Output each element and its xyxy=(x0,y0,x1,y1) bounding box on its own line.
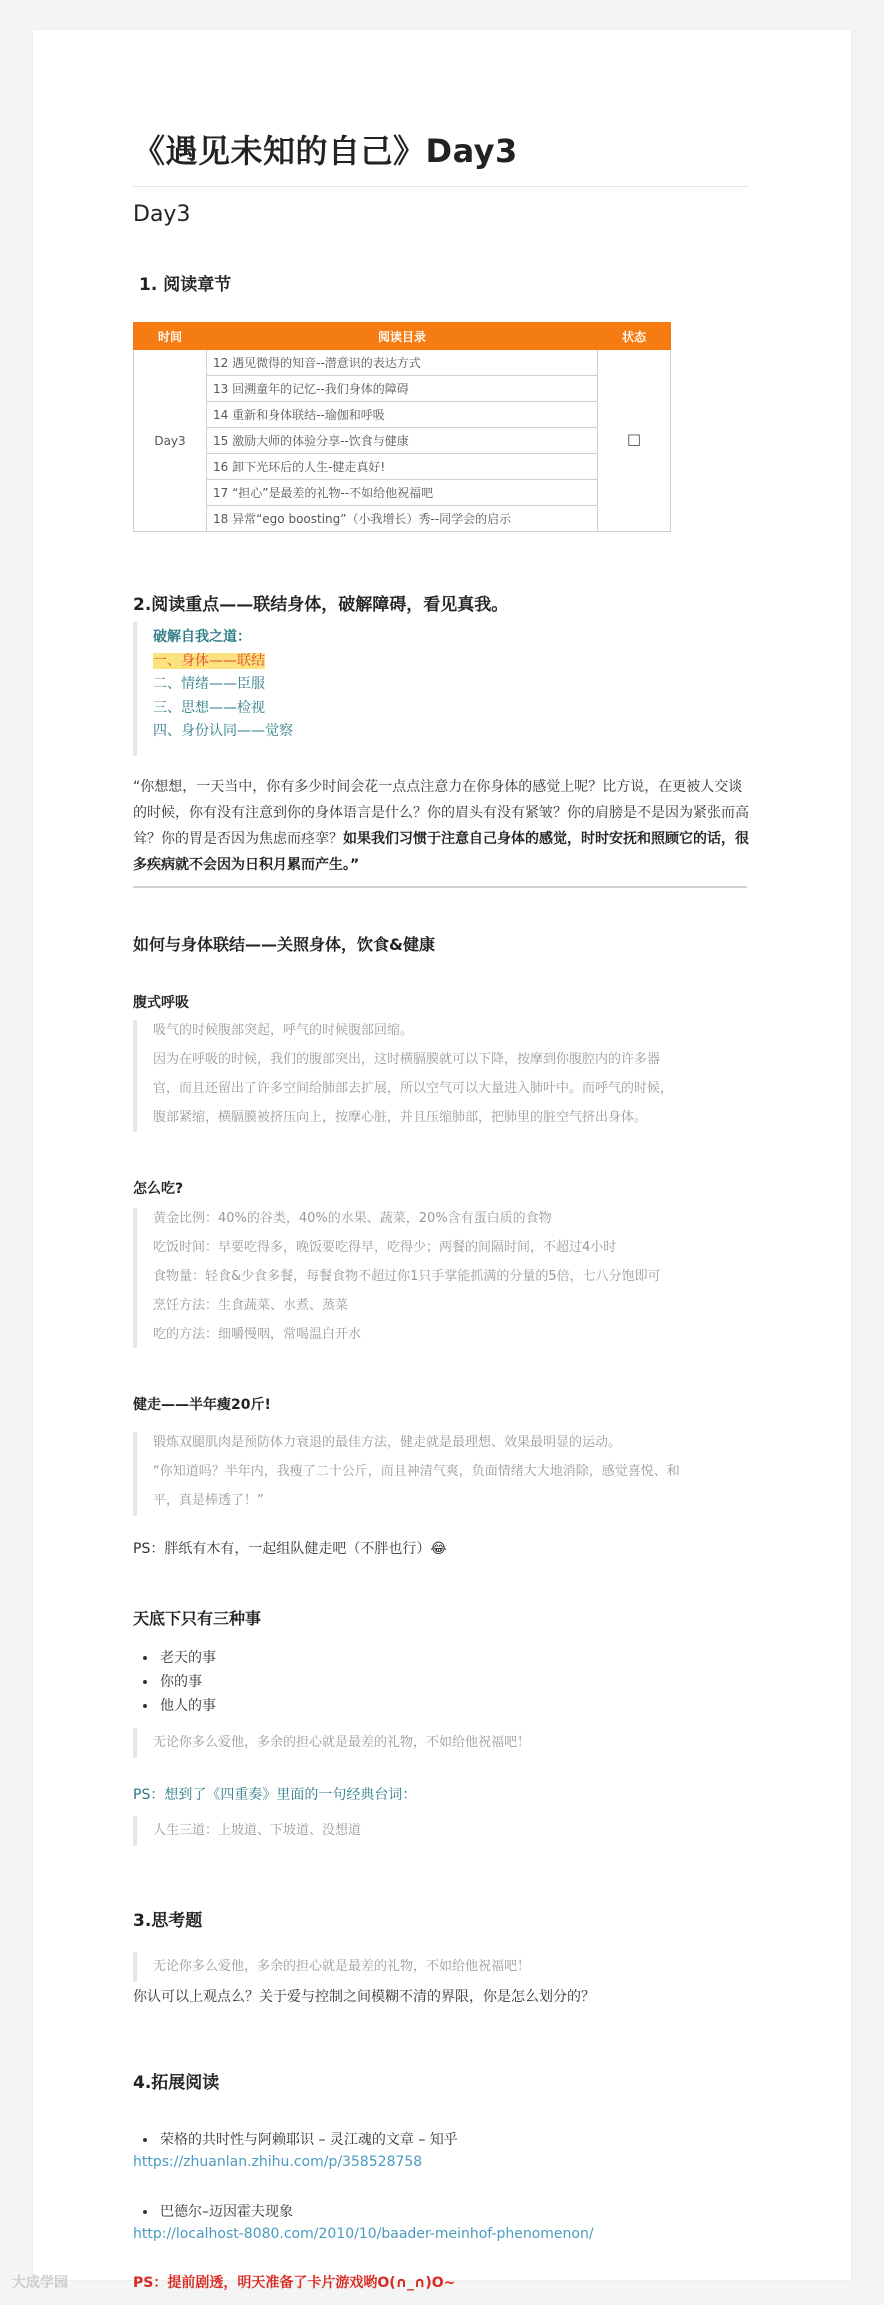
text-line: 黄金比例：40%的谷类，40%的水果、蔬菜，20%含有蛋白质的食物 xyxy=(153,1211,552,1226)
body-connection-heading: 如何与身体联结——关照身体，饮食&健康 xyxy=(133,935,435,954)
three-things-quote-bar xyxy=(133,1728,137,1758)
text-line: 烹饪方法：生食蔬菜、水煮、蒸菜 xyxy=(153,1298,349,1313)
table-header-time: 时间 xyxy=(134,323,207,350)
table-cell-chapter: 13 回溯童年的记忆--我们身体的障碍 xyxy=(207,376,598,402)
table-cell-chapter: 17 “担心”是最差的礼物--不如给他祝福吧 xyxy=(207,480,598,506)
text-line: 吸气的时候腹部突起，呼气的时候腹部回缩。 xyxy=(153,1023,414,1038)
focus-list xyxy=(153,626,293,744)
list-item: • 老天的事 xyxy=(158,1646,216,1670)
body-quote-paragraph xyxy=(133,774,751,878)
three-things-ps: PS：想到了《四重奏》里面的一句经典台词： xyxy=(133,1787,417,1803)
table-row xyxy=(134,506,671,532)
eating-text xyxy=(153,1204,753,1349)
table-row xyxy=(134,454,671,480)
eating-heading: 怎么吃? xyxy=(133,1181,184,1197)
reading-link[interactable]: http://localhost-8080.com/2010/10/baader-meinhof-phenomenon/ xyxy=(133,2226,594,2242)
breathing-heading: 腹式呼吸 xyxy=(133,995,189,1011)
table-header-contents: 阅读目录 xyxy=(207,323,598,350)
table-row xyxy=(134,480,671,506)
text-line: 官，而且还留出了许多空间给肺部去扩展，所以空气可以大量进入肺叶中。而呼气的时候， xyxy=(153,1081,674,1096)
table-header-row xyxy=(134,323,671,350)
day-heading: Day3 xyxy=(133,202,191,227)
checkbox-icon[interactable]: ☐ xyxy=(626,431,642,450)
table-row xyxy=(134,428,671,454)
list-item: • 他人的事 xyxy=(158,1694,216,1718)
three-things-heading: 天底下只有三种事 xyxy=(133,1609,262,1628)
text-line: 吃的方法：细嚼慢咽，常喝温白开水 xyxy=(153,1327,362,1342)
section3-quote: 无论你多么爱他，多余的担心就是最差的礼物，不如给他祝福吧！ xyxy=(153,1959,531,1974)
focus-item xyxy=(153,650,293,674)
section2-heading: 2.阅读重点——联结身体，破解障碍，看见真我。 xyxy=(133,595,509,615)
text-line: 吃饭时间：早要吃得多，晚饭要吃得早，吃得少；两餐的间隔时间，不超过4小时 xyxy=(153,1240,617,1255)
focus-item: 四、身份认同——觉察 xyxy=(153,723,293,739)
focus-item-highlight: 一、身体——联结 xyxy=(153,652,265,669)
text-line: “你知道吗？半年内，我瘦了二十公斤，而且神清气爽，负面情绪大大地消除，感觉喜悦、和 xyxy=(153,1464,680,1479)
breathing-quote-bar xyxy=(133,1020,137,1132)
walking-quote-bar xyxy=(133,1432,137,1516)
table-row xyxy=(134,376,671,402)
divider xyxy=(133,886,747,888)
walking-ps: PS：胖纸有木有，一起组队健走吧（不胖也行）😂 xyxy=(133,1541,447,1557)
section4-heading: 4.拓展阅读 xyxy=(133,2073,220,2093)
reading-link[interactable]: https://zhuanlan.zhihu.com/p/358528758 xyxy=(133,2154,423,2170)
table-cell-chapter: 18 异常“ego boosting”（小我增长）秀--同学会的启示 xyxy=(207,506,598,532)
reading-item-title: • 巴德尔–迈因霍夫现象 xyxy=(158,2200,293,2224)
ps-quote-bar xyxy=(133,1816,137,1846)
section3-question: 你认可以上观点么？关于爱与控制之间模糊不清的界限，你是怎么划分的？ xyxy=(133,1989,595,2005)
table-header-status: 状态 xyxy=(598,323,671,350)
focus-title: 破解自我之道： xyxy=(153,629,251,645)
table-cell-chapter: 14 重新和身体联结--瑜伽和呼吸 xyxy=(207,402,598,428)
further-reading-list xyxy=(133,2128,458,2152)
table-cell-chapter: 12 遇见微得的知音--潜意识的表达方式 xyxy=(207,350,598,376)
three-things-quote: 无论你多么爱他，多余的担心就是最差的礼物，不如给他祝福吧！ xyxy=(153,1735,531,1750)
section1-heading: 1. 阅读章节 xyxy=(139,275,232,295)
list-item: • 你的事 xyxy=(158,1670,216,1694)
three-things-list xyxy=(133,1646,216,1718)
section3-heading: 3.思考题 xyxy=(133,1911,203,1931)
quote-bold-text: 如果我们习惯于注意自己身体的感觉，时时安抚和照顾它的话，很多疾病就不会因为日积月累而产生。” xyxy=(133,831,749,873)
status-checkbox[interactable] xyxy=(598,350,671,532)
chapters-table xyxy=(133,322,671,532)
text-line: 食物量：轻食&少食多餐，每餐食物不超过你1只手掌能抓满的分量的5倍，七八分饱即可 xyxy=(153,1269,661,1284)
table-row xyxy=(134,350,671,376)
section4-ps: PS：提前剧透，明天准备了卡片游戏哟O(∩_∩)O~ xyxy=(133,2275,456,2291)
table-cell-time: Day3 xyxy=(134,350,207,532)
breathing-text xyxy=(153,1016,753,1132)
table-cell-chapter: 16 卸下光环后的人生-健走真好! xyxy=(207,454,598,480)
ps-quote: 人生三道：上坡道、下坡道、没想道 xyxy=(153,1823,362,1838)
watermark-logo: 大成学园 xyxy=(12,2275,68,2291)
reading-item-title: • 荣格的共时性与阿赖耶识 – 灵江魂的文章 – 知乎 xyxy=(158,2128,458,2152)
further-reading-list-2 xyxy=(133,2200,293,2224)
text-line: 平，真是棒透了！” xyxy=(153,1493,264,1508)
page-title: 《遇见未知的自己》Day3 xyxy=(133,126,749,187)
text-line: 锻炼双腿肌肉是预防体力衰退的最佳方法，健走就是最理想、效果最明显的运动。 xyxy=(153,1435,622,1450)
eating-quote-bar xyxy=(133,1208,137,1348)
text-line: 因为在呼吸的时候，我们的腹部突出，这时横膈膜就可以下降，按摩到你腹腔内的许多器 xyxy=(153,1052,661,1067)
table-cell-chapter: 15 激励大师的体验分享--饮食与健康 xyxy=(207,428,598,454)
focus-item: 二、情绪——臣服 xyxy=(153,676,265,692)
focus-item: 三、思想——检视 xyxy=(153,699,265,716)
quote-text: “你想想，一天当中，你有多少时间会花一点点注意力在你身体的感觉上呢？比方说，在更被人交谈的时候，你有没有注意到你的身体语言是什么？你的眉头有没有紧皱？你的肩膀是不是因为紧张而高耸？你的胃是否因为焦虑而痉挛？ xyxy=(133,779,749,847)
walking-heading: 健走——半年瘦20斤! xyxy=(133,1397,271,1413)
text-line: 腹部紧缩，横膈膜被挤压向上，按摩心脏，并且压缩肺部，把肺里的脏空气挤出身体。 xyxy=(153,1110,648,1125)
table-row xyxy=(134,402,671,428)
section3-quote-bar xyxy=(133,1952,137,1982)
walking-text xyxy=(153,1428,753,1515)
